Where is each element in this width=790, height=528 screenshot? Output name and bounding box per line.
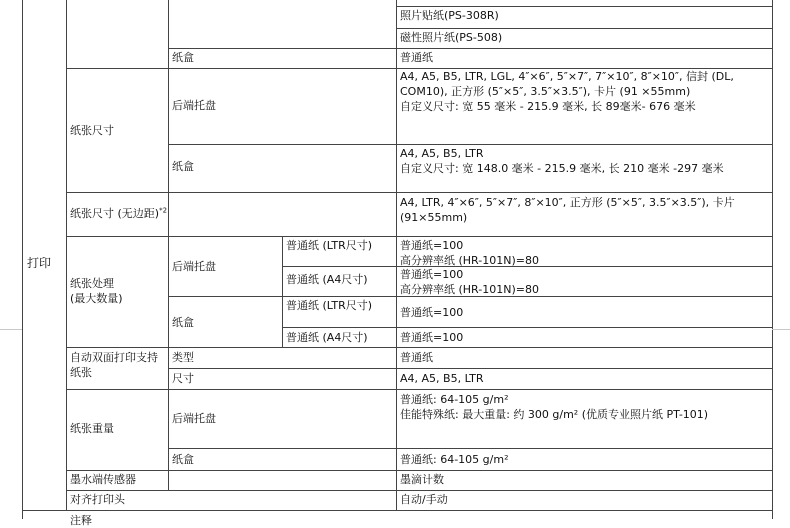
duplex-type-label: 类型 (172, 351, 194, 364)
ink-sensor-label: 墨水端传感器 (70, 473, 136, 486)
section-label: 打印 (27, 256, 52, 270)
duplex-size-value: A4, A5, B5, LTR (400, 372, 484, 385)
rear-tray-label: 后端托盘 (172, 260, 216, 273)
borderless-label (67, 205, 227, 223)
magnetic-photo-value: 磁性照片纸(PS-508) (400, 31, 503, 44)
borderless-label-text: 纸张尺寸 (无边距) (70, 207, 160, 220)
cassette-label: 纸盒 (172, 160, 194, 173)
weight-rear-value: 普通纸: 64-105 g/m² 佳能特殊纸: 最大重量: 约 300 g/m² (优质专业照片纸 PT-101) (400, 393, 709, 421)
footnote-marker: *2 (159, 206, 168, 215)
photo-sticker-value: 照片贴纸(PS-308R) (400, 9, 499, 22)
cassette-label: 纸盒 (172, 453, 194, 466)
hline (66, 192, 773, 193)
cassette-label: 纸盒 (172, 316, 194, 329)
weight-cassette-value: 普通纸: 64-105 g/m² (400, 453, 509, 466)
ink-sensor-value: 墨滴计数 (400, 473, 444, 486)
duplex-label: 自动双面打印支持纸张 (70, 351, 158, 379)
duplex-type-value: 普通纸 (400, 351, 433, 364)
hline (168, 448, 773, 449)
paper-size-label: 纸张尺寸 (70, 124, 114, 137)
hline (22, 510, 773, 511)
plain-ltr-label: 普通纸 (LTR尺寸) (286, 239, 373, 252)
border-right (772, 0, 773, 519)
hline (282, 327, 773, 328)
plain-ltr-label: 普通纸 (LTR尺寸) (286, 299, 373, 312)
border-left (22, 0, 23, 519)
cassette-label: 纸盒 (172, 51, 194, 64)
handling-rear-a4-value: 普通纸=100 高分辨率纸 (HR-101N)=80 (400, 268, 539, 296)
handling-rear-ltr-value: 普通纸=100 高分辨率纸 (HR-101N)=80 (400, 239, 539, 267)
weight-label: 纸张重量 (70, 422, 114, 435)
cut-mark-left (0, 329, 22, 330)
notes-label: 注释 (70, 514, 92, 527)
borderless-value: A4, LTR, 4″×6″, 5″×7″, 8″×10″, 正方形 (5″×5″, 3.5″×3.5″), 卡片(91×55mm) (400, 196, 735, 224)
paper-size-rear-value: A4, A5, B5, LTR, LGL, 4″×6″, 5″×7″, 7″×10″, 8″×10″, 信封 (DL, COM10), 正方形 (5″×5″, 3.5″×3.5″), 卡片 (91 ×55mm) 自定义尺寸: 宽 55 毫米 - 215.9 毫米, 长 89毫米- 676 毫米 (400, 70, 734, 113)
duplex-size-label: 尺寸 (172, 372, 194, 385)
handling-cassette-ltr-value: 普通纸=100 (400, 306, 464, 319)
cut-mark-right (772, 329, 790, 330)
handling-cassette-a4-value: 普通纸=100 (400, 331, 464, 344)
hline (168, 368, 773, 369)
rear-tray-label: 后端托盘 (172, 99, 216, 112)
hline (66, 389, 773, 390)
head-align-label: 对齐打印头 (70, 493, 125, 506)
hline (66, 347, 773, 348)
rear-tray-label: 后端托盘 (172, 412, 216, 425)
paper-size-cassette-value: A4, A5, B5, LTR 自定义尺寸: 宽 148.0 毫米 - 215.9 毫米, 长 210 毫米 -297 毫米 (400, 147, 724, 175)
head-align-value: 自动/手动 (400, 493, 448, 506)
handling-label: 纸张处理 (最大数量) (70, 277, 123, 305)
plain-a4-label: 普通纸 (A4尺寸) (286, 331, 368, 344)
cassette-paper-value: 普通纸 (400, 51, 433, 64)
plain-a4-label: 普通纸 (A4尺寸) (286, 273, 368, 286)
